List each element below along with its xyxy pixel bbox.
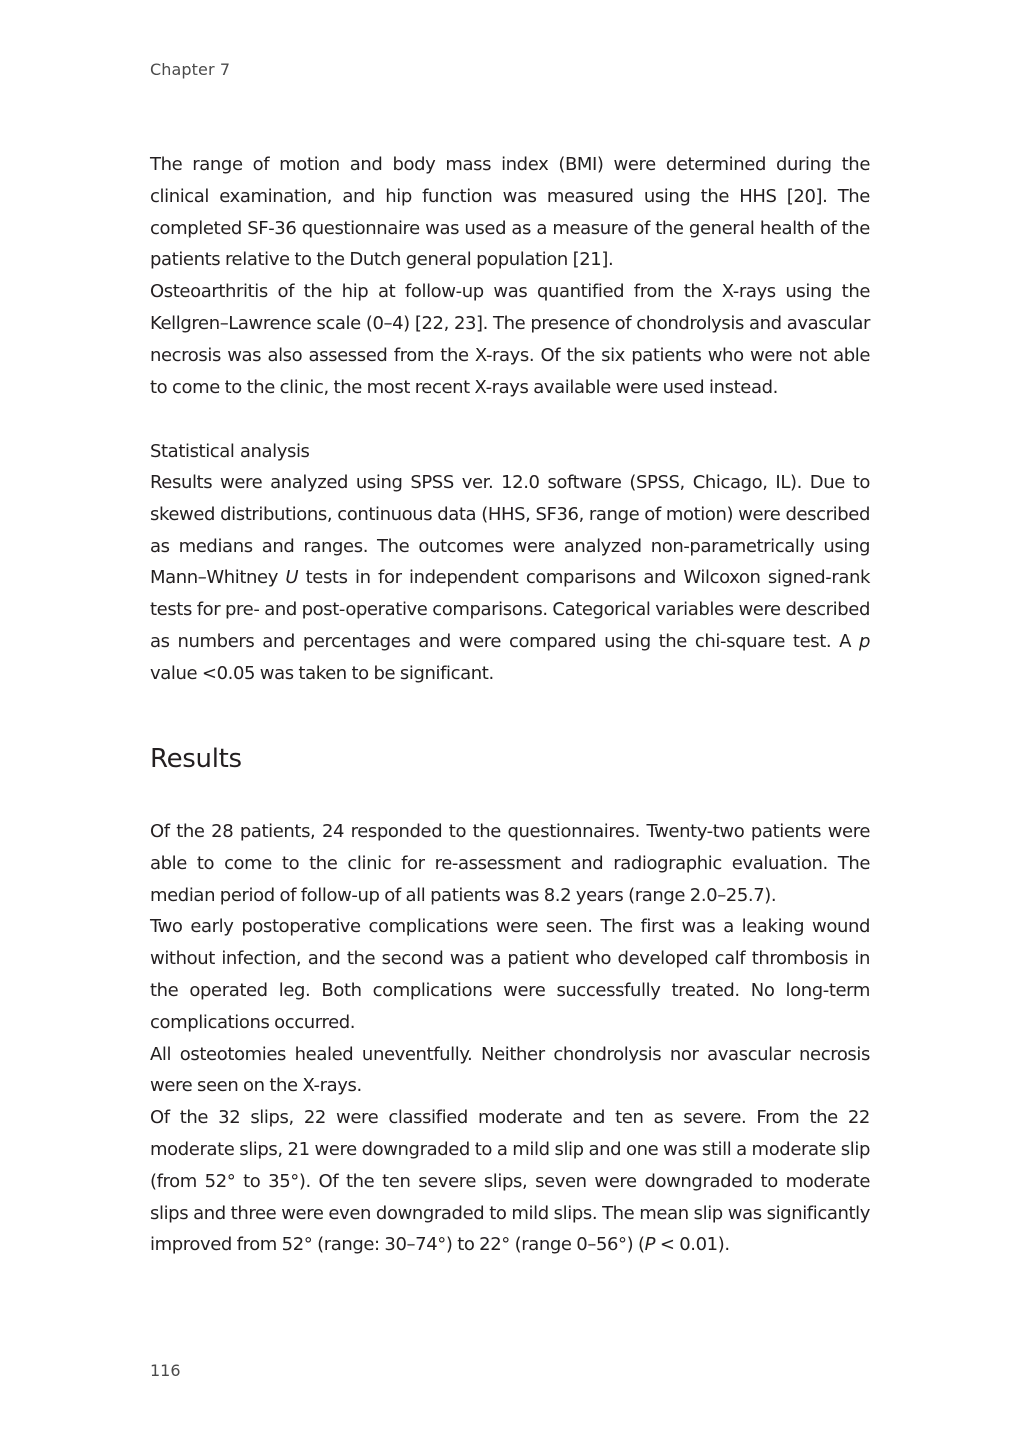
- results-heading: Results: [150, 744, 242, 774]
- text-run: < 0.01).: [655, 1234, 730, 1256]
- page-number: 116: [150, 1361, 181, 1380]
- results-text-block: [150, 816, 870, 1261]
- methods-text-block: [150, 149, 870, 403]
- statistical-analysis-text-block: [150, 467, 870, 690]
- statistical-analysis-heading: Statistical analysis: [150, 441, 310, 462]
- italic-symbol: U: [285, 567, 299, 589]
- italic-symbol: p: [858, 630, 870, 652]
- paragraph: Of the 28 patients, 24 responded to the questionnaires. Twenty-two patients were able to come to the clinic for re-assessment and radiographic evaluation. The median period of follow-up of all patients was 8.2 years (range 2.0–25.7).: [150, 821, 870, 906]
- text-run: Results were analyzed using SPSS ver. 12.0 software (SPSS, Chicago, IL). Due to skewed distributions, continuous data (HHS, SF36, range of motion) were described as medians and ranges. The outcomes were analyzed non-parametrically using Mann–Whitney: [150, 472, 870, 589]
- paragraph: [150, 1102, 870, 1261]
- paragraph: The range of motion and body mass index (BMI) were determined during the clinical examination, and hip function was measured using the HHS [20]. The completed SF-36 questionnaire was used as a measure of the general health of the patients relative to the Dutch general population [21].: [150, 154, 870, 271]
- running-head: Chapter 7: [150, 60, 231, 79]
- paragraph: [150, 467, 870, 690]
- italic-symbol: P: [644, 1234, 656, 1256]
- paragraph: Two early postoperative complications were seen. The first was a leaking wound without infection, and the second was a patient who developed calf thrombosis in the operated leg. Both complications were successfully treated. No long-term complications occurred.: [150, 916, 870, 1033]
- text-run: Of the 32 slips, 22 were classified moderate and ten as severe. From the 22 moderate slips, 21 were downgraded to a mild slip and one was still a moderate slip (from 52° to 35°). Of the ten severe slips, seven were downgraded to moderate slips and three were even downgraded to mild slips. The mean slip was significantly improved from 52° (range: 30–74°) to 22° (range 0–56°) (: [150, 1107, 870, 1256]
- text-run: tests in for independent comparisons and Wilcoxon signed-rank tests for pre- and post-operative comparisons. Categorical variables were described as numbers and percentages and were compared using the chi-square test. A: [150, 567, 870, 652]
- paragraph: All osteotomies healed uneventfully. Neither chondrolysis nor avascular necrosis were seen on the X-rays.: [150, 1043, 870, 1097]
- text-run: value <0.05 was taken to be significant.: [150, 662, 494, 684]
- paragraph: Osteoarthritis of the hip at follow-up was quantified from the X-rays using the Kellgren–Lawrence scale (0–4) [22, 23]. The presence of chondrolysis and avascular necrosis was also assessed from the X-rays. Of the six patients who were not able to come to the clinic, the most recent X-rays available were used instead.: [150, 281, 870, 398]
